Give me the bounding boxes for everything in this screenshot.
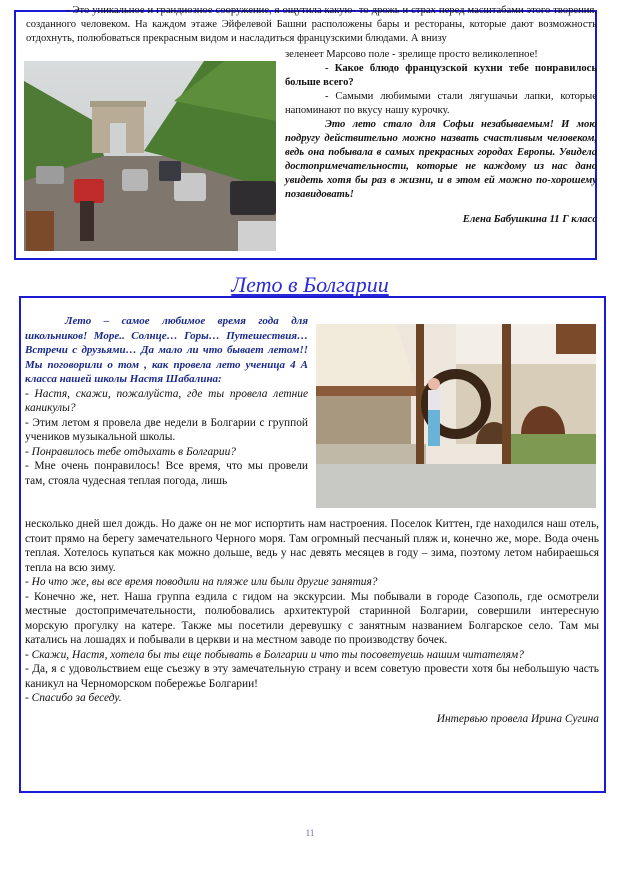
interview-answer: - Мне очень понравилось! Все время, что мы провели там, стояла чудесная теплая погода, лишь [25,460,308,487]
interview-question: - Понравилось тебе отдыхать в Болгарии? [25,445,236,458]
article2-intro: Лето – самое любимое время года для школьников! Море.. Солнце… Горы… Путешествия… Встречи с друзьями… Да мало ли что бывает летом!! Мы поговорили о том , как провела лето ученица 4 А класса нашей школы Настя Шабалина: [25,315,308,385]
article1-right-column [285,48,597,236]
interview-answer: - Да, я с удовольствием еще съезжу в эту замечательную страну и всем советую провести хотя бы небольшую часть каникул на Черноморском побережье Болгарии! [25,663,599,690]
interview-answer: - Конечно же, нет. Наша группа ездила с гидом на экскурсии. Мы побывали в городе Сазополь, где осмотрели местные достопримечательности, полюбовались архитектурой старинной Болгарии, совершили интересную морскую прогулку на катере. Также мы посетили деревушку с занятным названием Болгарское село. Там мы катались на лошадях и побывали в церкви и на местном заводе по производству бочек. [25,590,599,646]
article2-full-width-text [25,517,599,736]
article1-paragraph-continued: зеленеет Марсово поле - зрелище просто великолепное! [285,49,538,60]
interview-question: - Настя, скажи, пожалуйста, где ты провела летние каникулы? [25,387,308,414]
article1-conclusion: Это лето стало для Софьи незабываемым! И мою подругу действительно можно назвать счастливым человеком, ведь она побывала в самых прекрасных городах Европы. Увидела достопримечательности, которые не каждому из нас дано увидеть хотя бы раз в жизни, и в этом ей можно по-хорошему позавидовать! [285,119,597,200]
interview-closing: - Спасибо за беседу. [25,692,122,704]
interview-answer: несколько дней шел дождь. Но даже он не мог испортить нам настроения. Поселок Киттен, где находился наш отель, стоит прямо на берегу замечательного Черного моря. Там огромный песчаный пляж и, конечно же, море. Вода очень теплая. Хотелось купаться как можно дольше, ведь у нас девять месяцев в году – зима, поэтому летом набираешься тепла на всю зиму. [25,518,599,574]
article1-answer: - Самыми любимыми стали лягушачьи лапки, которые напоминают по вкусу нашу курочку. [285,91,597,116]
article1-paragraph: - Это уникальное и грандиозное сооружение, я ощутила какую- то дрожь и страх перед масштабами этого творения, созданного человеком. На каждом этаже Эйфелевой Башни расположены бары и рестораны, которые дают возможность отдохнуть, полюбоваться прекрасным видом и насладиться французскими блюдами. А внизу [26,5,597,44]
article2-title: Лето в Болгарии [231,272,389,297]
article1-question: - Какое блюдо французской кухни тебе понравилось больше всего? [285,63,597,88]
page-number: 11 [305,828,315,838]
article2-signature: Интервью провела Ирина Сугина [436,712,599,725]
paris-photo [24,61,276,251]
article1-text [26,4,597,46]
interview-question: - Скажи, Настя, хотела бы ты еще побывать в Болгарии и что ты посоветуешь нашим читателям? [25,648,524,661]
water-wheel-courtyard-image [316,324,596,508]
arc-de-triomphe-image [24,61,276,251]
interview-question: - Но что же, вы все время поводили на пляже или были другие занятия? [25,576,378,588]
interview-answer: - Этим летом я провела две недели в Болгарии с группой учеников музыкальной школы. [25,416,308,443]
article2-left-column [25,314,308,488]
bulgaria-photo [316,324,596,508]
article1-signature: Елена Бабушкина 11 Г класс [462,214,597,225]
